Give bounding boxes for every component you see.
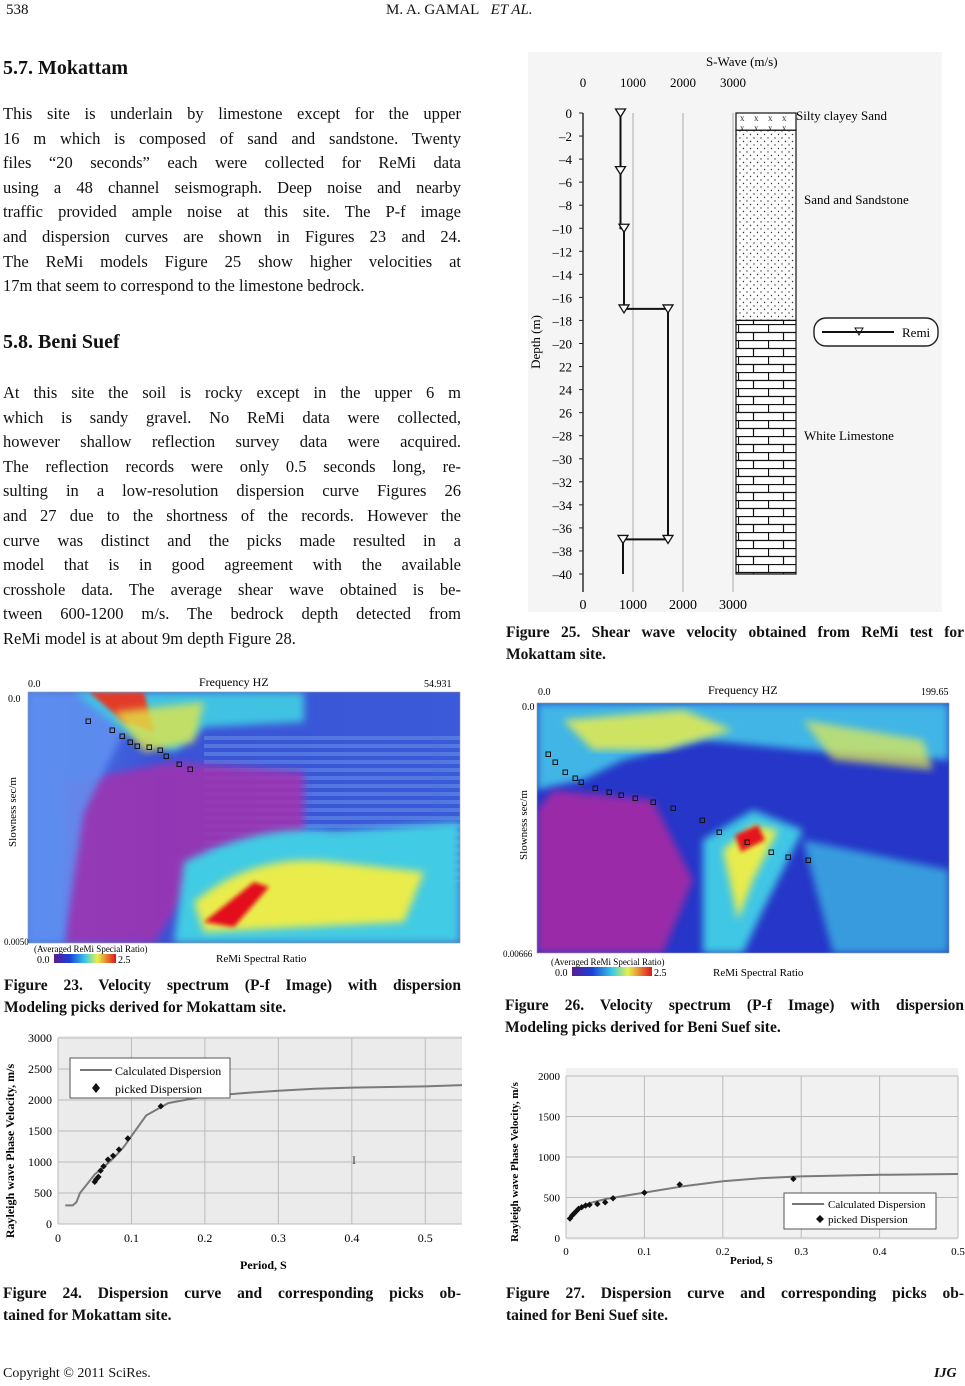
fig25-ytick-label: –18 (552, 313, 572, 329)
fig26-colorbar (572, 967, 652, 976)
fig25-layer-label: White Limestone (804, 428, 894, 443)
fig25-ytick-label: –16 (552, 290, 572, 306)
fig25-top-tick-label: 0 (579, 75, 587, 90)
text-line: files “20 seconds” each were collected for ReMi data (3, 153, 461, 173)
fig24-xlabel: Period, S (240, 1258, 287, 1272)
caption-line: tained for Mokattam site. (3, 1307, 172, 1324)
running-title-etal: ET AL. (490, 2, 533, 18)
text-line: ReMi model is at about 9m depth Figure 28. (3, 628, 296, 648)
f27-xtick-label: 0 (563, 1246, 569, 1258)
text-line: The reflection records were only 0.5 seconds long, re- (3, 456, 461, 476)
text-line: using a 48 channel seismograph. Deep noise and nearby (3, 177, 461, 197)
fig23-top-right: 54.931 (424, 679, 452, 690)
f24-ytick-label: 0 (46, 1217, 52, 1231)
fig25-ytick-label: –4 (559, 152, 572, 168)
fig25-layer-limestone (736, 320, 796, 574)
text-line: sulting in a low-resolution dispersion curve Figures 26 (3, 481, 461, 501)
fig25-ytick-label: –8 (559, 198, 572, 214)
fig25-ytick-label: –6 (559, 175, 572, 191)
fig26-freq-label: Frequency HZ (708, 683, 778, 697)
text-cursor-icon: I (352, 1153, 356, 1167)
f24-ytick-label: 2500 (28, 1062, 52, 1076)
fig27-ylabel: Rayleigh wave Phase Velocity, m/s (509, 1082, 521, 1242)
fig24-legend-picked: picked Dispersion (115, 1082, 202, 1096)
section-body-beni-suef (3, 381, 461, 652)
text-line: curve was distinct and the picks made resulted in a (3, 530, 461, 550)
text-line: which is sandy gravel. No ReMi data were collected, (3, 407, 461, 427)
fig26-top-right: 199.65 (921, 687, 949, 698)
fig24-legend (70, 1058, 230, 1098)
fig25-ytick-label: –36 (552, 520, 572, 536)
section-body-mokattam (3, 102, 461, 299)
fig25-ylabel: Depth (m) (528, 315, 543, 369)
fig25-ytick-label: –38 (552, 543, 572, 559)
f27-xtick-label: 0.1 (637, 1246, 652, 1258)
footer-copyright: Copyright © 2011 SciRes. (3, 1366, 151, 1381)
fig25-layer-label: Silty clayey Sand (796, 108, 887, 123)
fig23-freq-label: Frequency HZ (199, 675, 269, 689)
caption-line: Modeling picks derived for Mokattam site. (4, 999, 287, 1016)
section-title-mokattam: 5.7. Mokattam (3, 57, 128, 79)
fig25-legend (814, 318, 938, 346)
fig27-legend-calculated: Calculated Dispersion (828, 1199, 926, 1211)
fig25-top-tick-label: 3000 (720, 75, 746, 90)
fig25-ytick-label: –28 (552, 428, 572, 444)
fig26-ratio-label: ReMi Spectral Ratio (713, 967, 804, 979)
section-title-beni-suef: 5.8. Beni Suef (3, 331, 120, 353)
fig23-svg (4, 672, 462, 968)
caption-line: Figure 25. Shear wave velocity obtained from ReMi test for (506, 624, 964, 641)
fig25-top-tick-label: 1000 (620, 75, 646, 90)
fig23-top-left: 0.0 (28, 679, 41, 690)
text-line: and dispersion curves are shown in Figures 23 and 24. (3, 226, 461, 246)
text-line: traffic provided ample noise at this site. The P-f image (3, 202, 461, 222)
fig25-layer-label: Sand and Sandstone (804, 192, 909, 207)
f27-xtick-label: 0.2 (715, 1246, 730, 1258)
fig25-ytick-label: –12 (552, 244, 572, 260)
caption-fig23 (4, 975, 461, 1019)
caption-line: Modeling picks derived for Beni Suef site. (505, 1019, 781, 1036)
fig23-ratio-title: (Averaged ReMi Special Ratio) (34, 944, 148, 954)
caption-fig25 (506, 622, 964, 666)
fig25-ytick-label: –20 (552, 336, 572, 352)
caption-line: tained for Beni Suef site. (506, 1307, 669, 1324)
f27-ytick-label: 1500 (538, 1111, 560, 1124)
fig25-ytick-label: –10 (552, 221, 572, 237)
f24-ytick-label: 1500 (28, 1124, 52, 1138)
fig25-ytick-label: 26 (559, 405, 572, 421)
fig26-ylabel: Slowness sec/m (518, 790, 530, 860)
f27-ytick-label: 1000 (538, 1152, 560, 1164)
caption-fig24 (3, 1283, 461, 1327)
caption-line: Figure 27. Dispersion curve and corresponding picks ob- (506, 1285, 964, 1302)
figure-23-pf-image (4, 672, 462, 968)
fig25-ytick-label: 24 (559, 382, 572, 398)
caption-fig27 (506, 1283, 964, 1327)
fig25-lithology-column (736, 113, 796, 574)
f27-xtick-label: 0.3 (794, 1246, 809, 1258)
text-line: and 27 due to the shortness of the records. However the (3, 505, 461, 525)
fig25-bottom-tick-label: 2000 (669, 598, 697, 613)
text-line: crosshole data. The average shear wave obtained is be- (3, 579, 461, 599)
fig25-layer-pattern (736, 113, 796, 130)
page-number: 538 (6, 2, 29, 18)
footer-journal: IJG (934, 1366, 957, 1381)
fig26-y-bottom: 0.00666 (503, 949, 533, 959)
figure-27-dispersion-chart (506, 1060, 965, 1270)
fig27-xlabel: Period, S (730, 1255, 773, 1267)
fig27-legend-picked: picked Dispersion (828, 1214, 908, 1226)
f24-xtick-label: 0.2 (197, 1231, 213, 1245)
fig27-legend (784, 1193, 936, 1229)
f24-ytick-label: 3000 (28, 1031, 52, 1045)
text-line: 17m that seem to correspond to the limestone bedrock. (3, 276, 365, 296)
fig25-ytick-label: –40 (552, 567, 572, 582)
fig23-colorbar (54, 954, 116, 963)
caption-line: Mokattam site. (506, 646, 606, 663)
fig24-ylabel: Rayleigh wave Phase Velocity, m/s (3, 1063, 17, 1239)
fig25-top-tick-label: 2000 (670, 75, 696, 90)
fig25-bottom-tick-label: 0 (579, 598, 587, 613)
fig25-layer-pattern (736, 130, 796, 320)
fig25-legend-remi: Remi (902, 325, 931, 340)
fig26-svg (503, 680, 961, 980)
running-title-authors: M. A. GAMAL (386, 2, 480, 18)
text-line: This site is underlain by limestone except for the upper (3, 104, 461, 123)
f24-xtick-label: 0.4 (344, 1231, 360, 1245)
fig26-ratio-min: 0.0 (555, 968, 568, 979)
fig23-ratio-label: ReMi Spectral Ratio (216, 953, 307, 965)
f24-xtick-label: 0.3 (270, 1231, 286, 1245)
text-line: tween 600-1200 m/s. The bedrock depth detected from (3, 604, 461, 624)
fig23-ratio-min: 0.0 (37, 955, 50, 966)
f27-ytick-label: 2000 (538, 1071, 560, 1083)
f24-xtick-label: 0 (55, 1231, 61, 1245)
text-line: At this site the soil is rocky except in the upper 6 m (3, 383, 461, 402)
f27-ytick-label: 0 (554, 1233, 560, 1245)
f24-ytick-label: 1000 (28, 1155, 52, 1169)
fig26-top-left: 0.0 (538, 687, 551, 698)
text-line: 16 m which is composed of sand and sandstone. Twenty (3, 128, 461, 148)
f24-xtick-label: 0.1 (123, 1231, 139, 1245)
f24-ytick-label: 2000 (28, 1093, 52, 1107)
fig25-ytick-label: 22 (559, 359, 572, 375)
fig25-ytick-label: –2 (559, 129, 572, 145)
caption-fig26 (505, 995, 964, 1039)
f27-ytick-label: 500 (543, 1192, 560, 1205)
caption-line: Figure 24. Dispersion curve and corresponding picks ob- (3, 1285, 461, 1302)
fig23-ratio-max: 2.5 (118, 955, 131, 966)
fig25-ytick-label: –34 (552, 497, 572, 513)
figure-24-dispersion-chart (2, 1031, 462, 1276)
caption-line: Figure 26. Velocity spectrum (P-f Image) with dispersion (505, 997, 964, 1014)
fig24-legend-calculated: Calculated Dispersion (115, 1064, 222, 1078)
fig23-y-top: 0.0 (8, 694, 21, 705)
f27-xtick-label: 0.4 (872, 1246, 887, 1258)
fig26-ratio-title: (Averaged ReMi Special Ratio) (551, 957, 665, 967)
f24-xtick-label: 0.5 (417, 1231, 433, 1245)
fig26-ratio-max: 2.5 (654, 968, 667, 979)
text-line: The ReMi models Figure 25 show higher velocities at (3, 251, 461, 271)
fig25-bottom-tick-label: 3000 (719, 598, 747, 613)
text-line: however shallow reflection survey data were acquired. (3, 432, 461, 452)
fig23-y-bottom: 0.0050 (4, 937, 29, 947)
fig26-y-top: 0.0 (522, 702, 535, 713)
fig25-title: S-Wave (m/s) (706, 54, 778, 69)
caption-line: Figure 23. Velocity spectrum (P-f Image) with dispersion (4, 977, 461, 994)
fig25-ytick-label: –30 (552, 451, 572, 467)
fig25-ytick-label: –14 (552, 267, 572, 283)
fig25-bottom-tick-label: 1000 (619, 598, 647, 613)
f24-ytick-label: 500 (34, 1186, 52, 1200)
f27-xtick-label: 0.5 (951, 1246, 965, 1258)
fig23-ylabel: Slowness sec/m (7, 777, 19, 847)
fig25-ytick-label: –32 (552, 474, 572, 490)
figure-25-velocity-profile (528, 52, 942, 612)
text-line: model that is in good agreement with the available (3, 555, 461, 575)
fig25-ytick-label: 0 (565, 106, 572, 121)
running-title (386, 2, 533, 19)
figure-26-pf-image (503, 680, 961, 980)
